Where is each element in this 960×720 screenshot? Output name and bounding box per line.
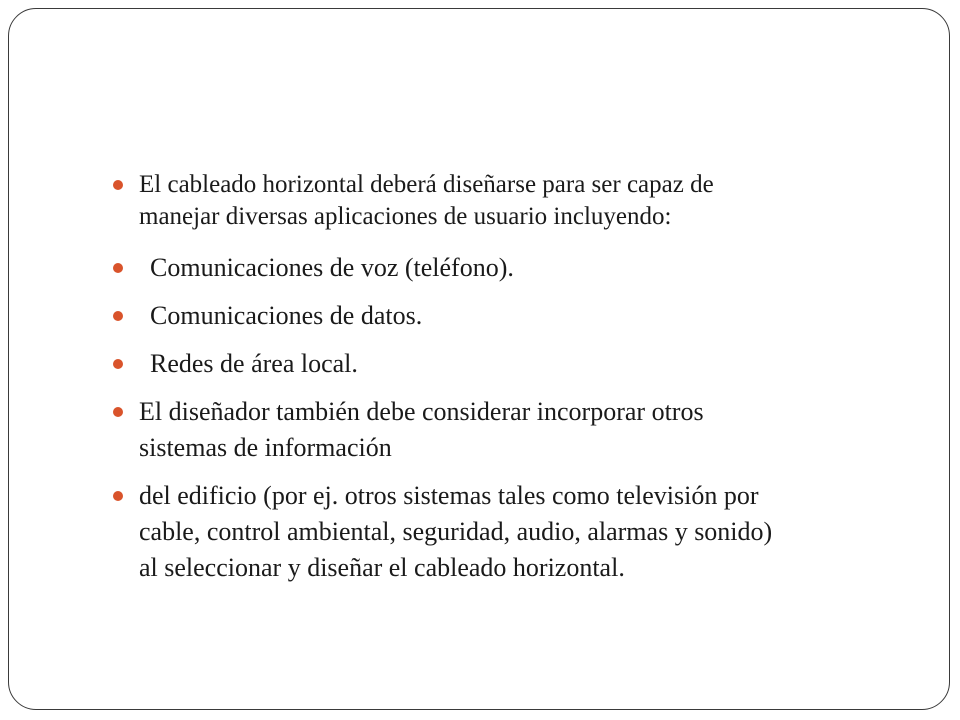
bullet-text: El diseñador también debe considerar incorporar otros sistemas de información xyxy=(139,397,704,462)
bullet-dot-icon xyxy=(113,180,123,190)
bullet-dot-icon xyxy=(113,407,123,417)
bullet-dot-icon xyxy=(113,311,123,321)
bullet-text: Comunicaciones de voz (teléfono). xyxy=(150,253,514,282)
bullet-dot-icon xyxy=(113,491,123,501)
bullet-item-2 xyxy=(113,250,873,286)
bullet-text: El cableado horizontal deberá diseñarse para ser capaz de manejar diversas aplicaciones de usuario incluyendo: xyxy=(139,171,714,230)
bullet-item-3 xyxy=(113,298,873,334)
bullet-item-5 xyxy=(113,394,873,466)
bullet-text: Redes de área local. xyxy=(150,349,358,378)
bullet-text: Comunicaciones de datos. xyxy=(150,301,423,330)
slide-frame xyxy=(8,8,950,710)
bullet-dot-icon xyxy=(113,263,123,273)
bullet-dot-icon xyxy=(113,359,123,369)
bullet-text: del edificio (por ej. otros sistemas tales como televisión por cable, control ambiental, seguridad, audio, alarmas y sonido) al seleccionar y diseñar el cableado horizontal. xyxy=(139,481,773,582)
bullet-item-4 xyxy=(113,346,873,382)
bullet-list xyxy=(113,169,873,598)
bullet-item-6 xyxy=(113,478,873,586)
bullet-item-1 xyxy=(113,169,873,233)
